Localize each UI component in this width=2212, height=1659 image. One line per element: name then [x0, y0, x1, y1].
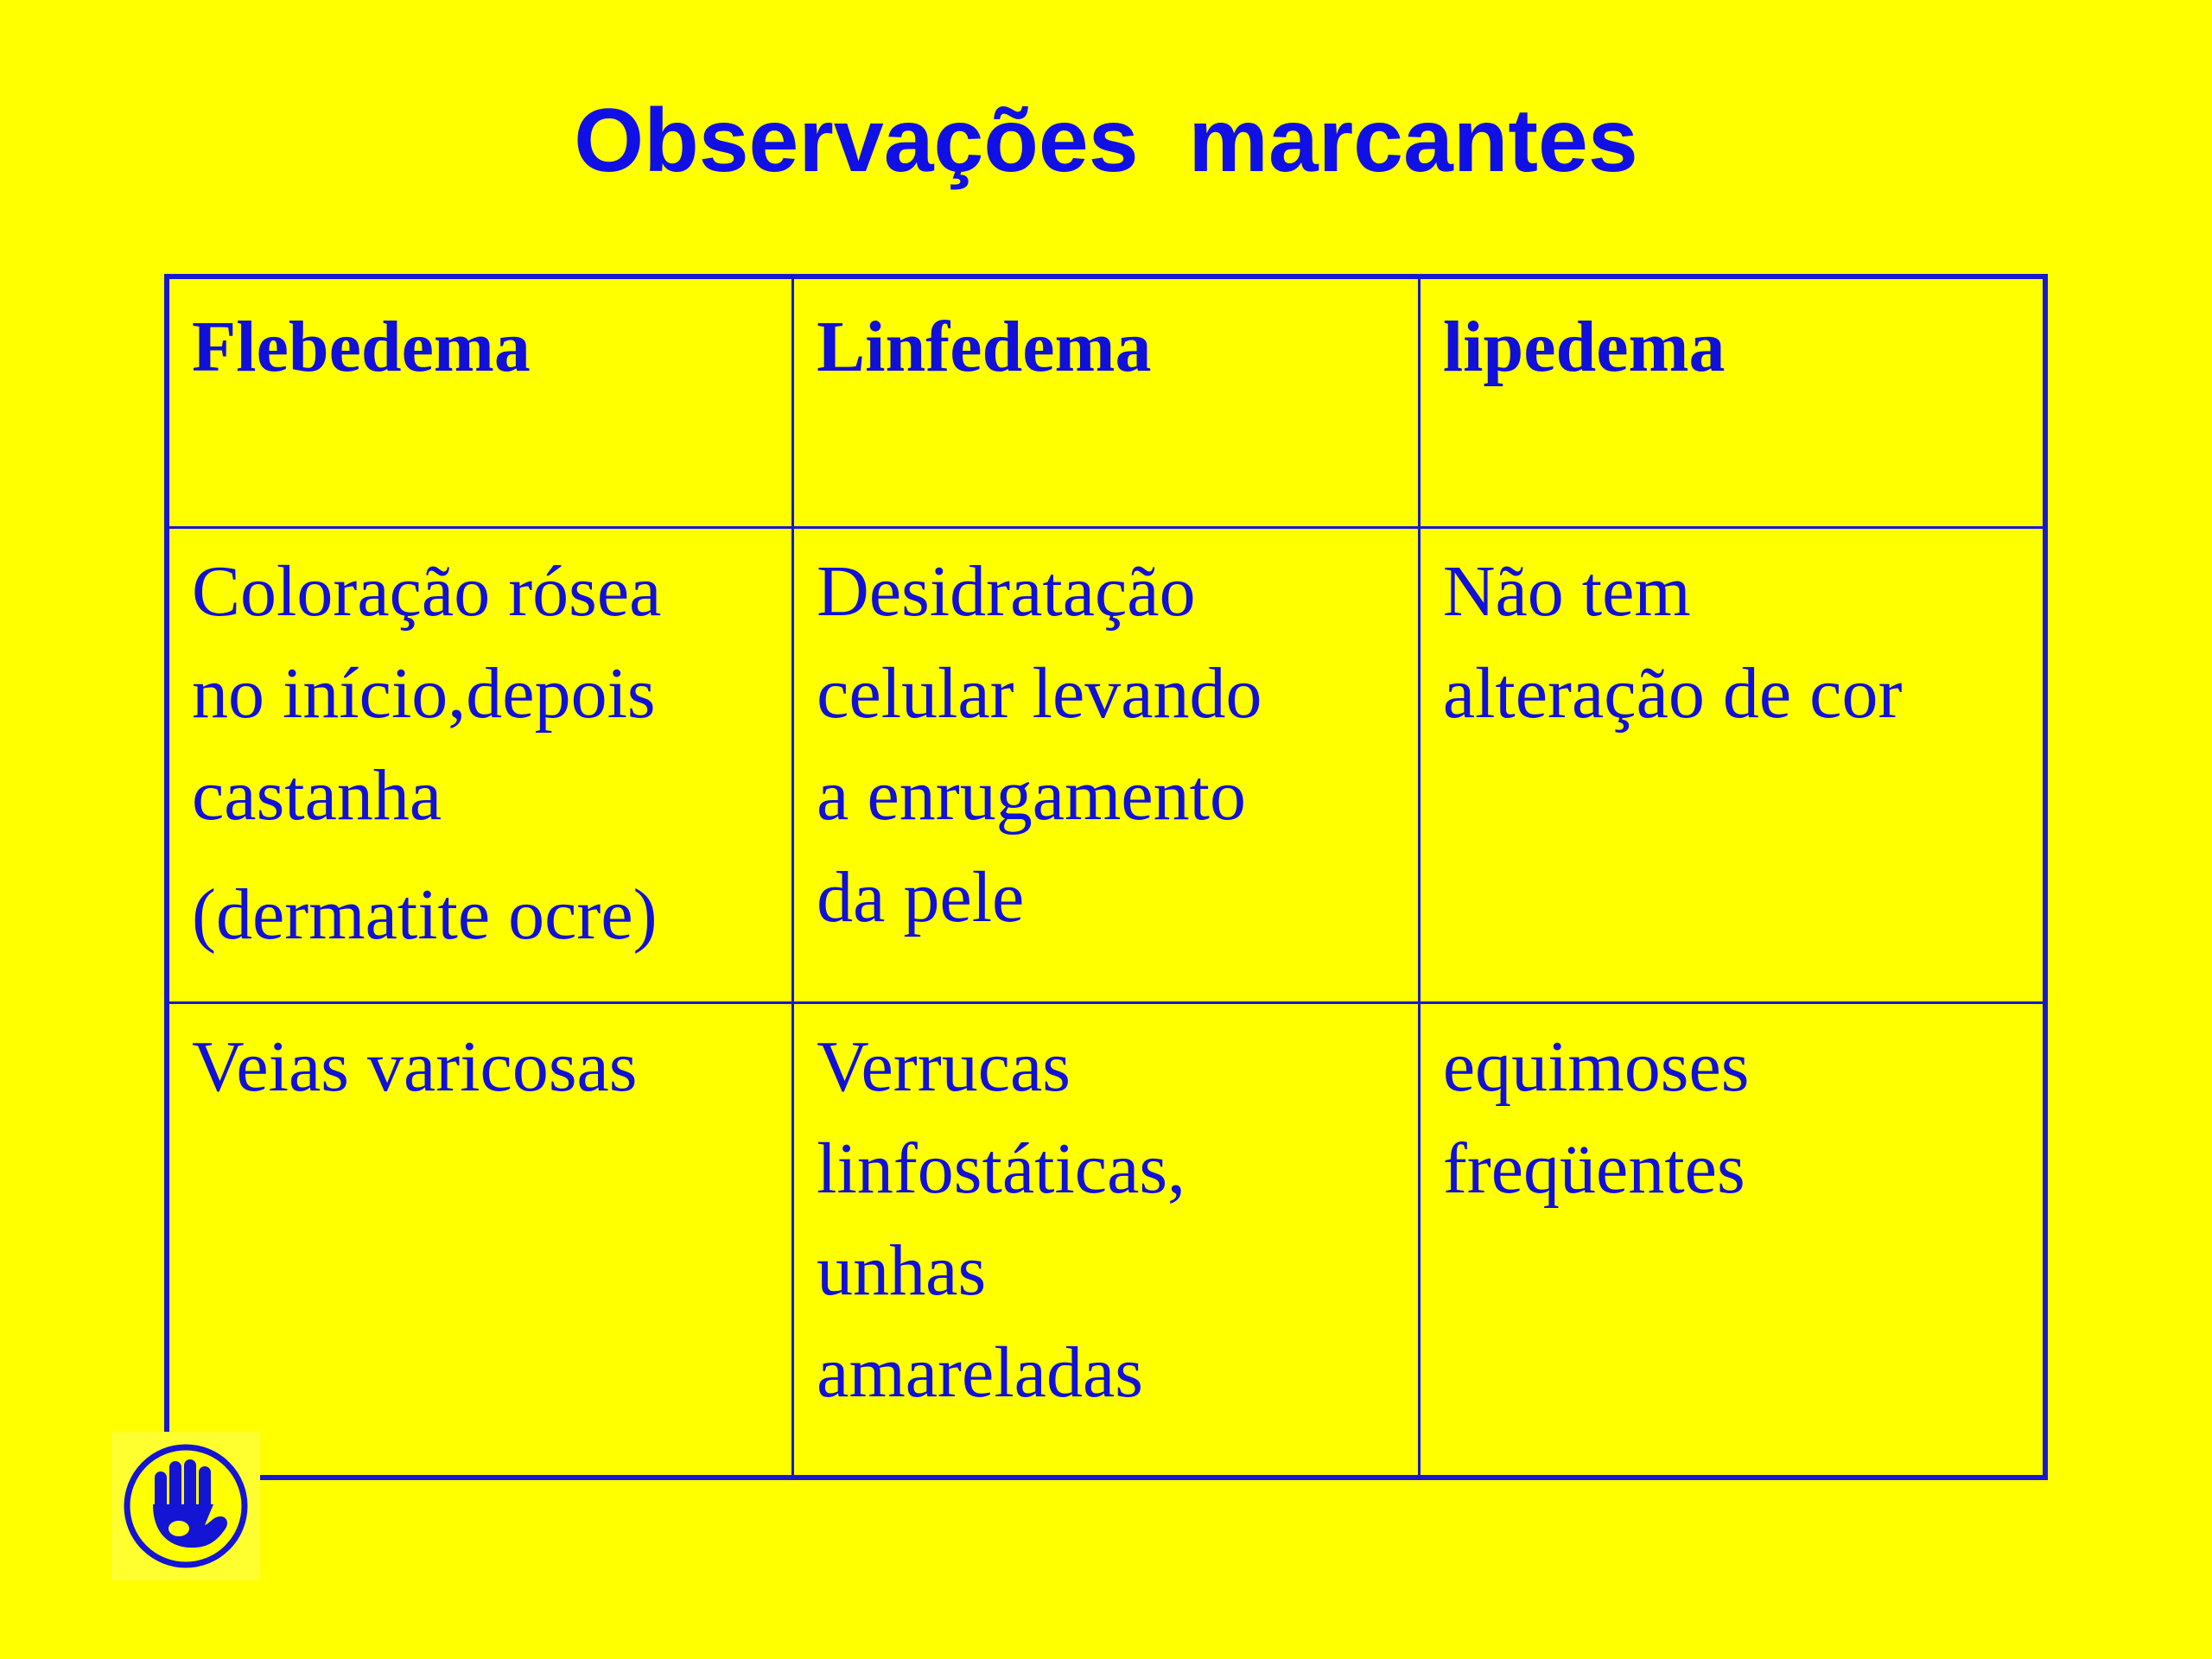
cell-line: alteração de cor: [1442, 652, 1903, 734]
table-row: [167, 1002, 2045, 1478]
table-cell: [1419, 527, 2045, 1002]
cell-line: da pele: [817, 856, 1025, 938]
cell-line: freqüentes: [1442, 1128, 1745, 1209]
header-linfedema: Linfedema: [793, 276, 1420, 527]
table-cell: [1419, 1002, 2045, 1478]
header-flebedema: Flebedema: [167, 276, 793, 527]
slide-title: Observações marcantes: [574, 91, 1638, 191]
table-cell: [167, 1002, 793, 1478]
cell-line: Coloração rósea: [192, 550, 662, 632]
cell-line: linfostáticas,: [817, 1128, 1186, 1209]
cell-line: amareladas: [817, 1332, 1143, 1413]
table-cell: [793, 1002, 1420, 1478]
cell-line: equimoses: [1442, 1026, 1750, 1107]
cell-line: a enrugamento: [817, 754, 1246, 836]
observations-table: [164, 274, 2048, 1480]
hand-logo: [111, 1432, 260, 1580]
cell-line: Não tem: [1442, 550, 1691, 632]
cell-line: castanha: [192, 754, 442, 836]
cell-line: Desidratação: [817, 550, 1196, 632]
table-row: [167, 527, 2045, 1002]
table-cell: [793, 527, 1420, 1002]
header-lipedema: lipedema: [1419, 276, 2045, 527]
hand-icon: [111, 1432, 260, 1580]
cell-line: Verrucas: [817, 1026, 1071, 1107]
cell-line: no início,depois: [192, 652, 656, 734]
table-cell: [167, 527, 793, 1002]
cell-line: unhas: [817, 1230, 987, 1311]
cell-line: celular levando: [817, 652, 1262, 734]
table-header-row: [167, 276, 2045, 527]
cell-line: Veias varicosas: [192, 1026, 638, 1107]
cell-line: (dermatite ocre): [192, 874, 658, 955]
